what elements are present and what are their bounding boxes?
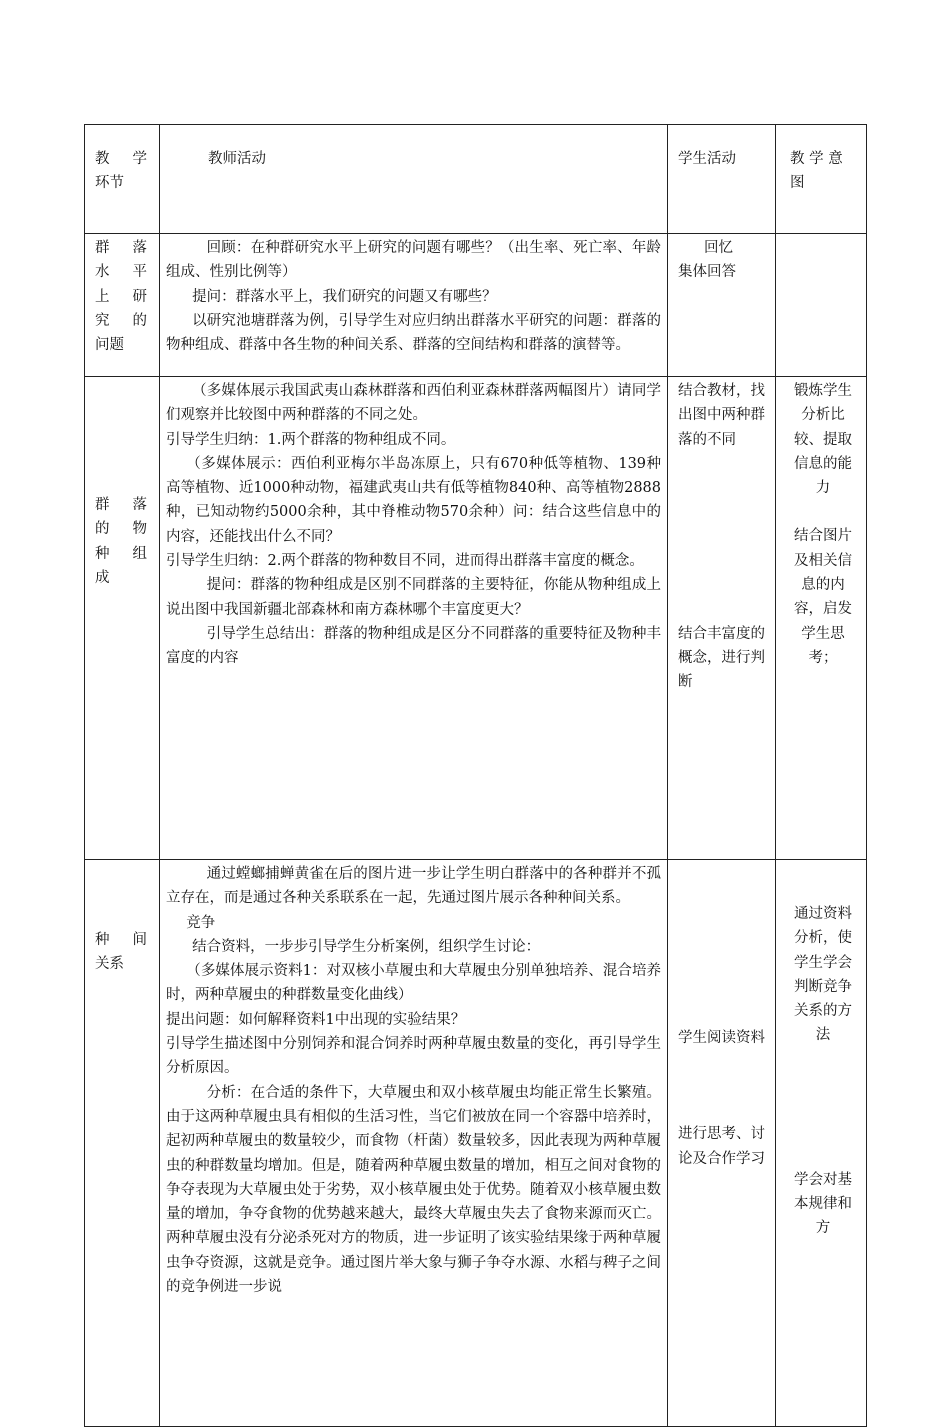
table-header-row [85, 125, 867, 234]
intent-cell [776, 234, 867, 377]
header-intent-line: 图 [790, 175, 805, 192]
header-teacher: 教师活动 [160, 125, 668, 234]
stage-line: 种 间 [95, 932, 147, 948]
paragraph: 引导学生归纳：1.两个群落的物种组成不同。 [166, 431, 456, 448]
header-stage-line: 环节 [95, 175, 124, 192]
intent-cell [776, 377, 867, 860]
intent-line: 通过资料分析，使学生学会判断竞争关系的方法 [794, 906, 852, 1044]
student-line: 回忆 [704, 240, 733, 256]
stage-line: 群 落 [95, 497, 147, 513]
paragraph: （多媒体展示：西伯利亚梅尔半岛冻原上，只有670种低等植物、139种高等植物、近1000种动物，福建武夷山共有低等植物840种、高等植物2888种，已知动物约5000余种，其中脊椎动物570余种）问：结合这些信息中的内容，还能找出什么不同？ [166, 455, 661, 545]
header-stage-line: 教 学 [95, 151, 147, 167]
document-page [84, 124, 866, 1427]
paragraph: 引导学生总结出：群落的物种组成是区分不同群落的重要特征及物种丰富度的内容 [166, 625, 661, 667]
paragraph: 竞争 [186, 914, 216, 931]
student-line: 进行思考、讨论及合作学习 [678, 1126, 765, 1167]
student-line: 集体回答 [678, 264, 736, 281]
header-stage [85, 125, 160, 234]
paragraph: 引导学生描述图中分别饲养和混合饲养时两种草履虫数量的变化，再引导学生分析原因。 [166, 1036, 661, 1077]
student-line: 结合丰富度的概念，进行判断 [678, 625, 765, 691]
paragraph: 通过螳螂捕蝉黄雀在后的图片进一步让学生明白群落中的各种群并不孤立存在，而是通过各种关系联系在一起，先通过图片展示各种种间关系。 [166, 866, 661, 907]
teacher-activity-cell [160, 377, 668, 860]
paragraph: 引导学生归纳：2.两个群落的物种数目不同，进而得出群落丰富度的概念。 [166, 553, 644, 570]
student-activity-cell [668, 377, 776, 860]
stage-line: 种 组 [95, 545, 147, 562]
student-line: 学生阅读资料 [678, 1030, 765, 1046]
paragraph: 提问：群落的物种组成是区别不同群落的主要特征，你能从物种组成上说出图中我国新疆北部森林和南方森林哪个丰富度更大？ [166, 577, 661, 618]
stage-line: 的 物 [95, 521, 147, 538]
student-activity-cell [668, 234, 776, 377]
paragraph: 提问：群落水平上，我们研究的问题又有哪些？ [192, 288, 497, 305]
paragraph: （多媒体展示资料1：对双核小草履虫和大草履虫分别单独培养、混合培养时，两种草履虫的种群数量变化曲线） [166, 963, 661, 1004]
paragraph: 以研究池塘群落为例，引导学生对应归纳出群落水平研究的问题：群落的物种组成、群落中各生物的种间关系、群落的空间结构和群落的演替等。 [166, 312, 661, 354]
student-line: 结合教材，找出图中两种群落的不同 [678, 383, 765, 448]
table-row [85, 234, 867, 377]
stage-line: 成 [95, 569, 110, 586]
paragraph: 回顾：在种群研究水平上研究的问题有哪些？（出生率、死亡率、年龄组成、性别比例等） [166, 240, 661, 281]
stage-cell [85, 860, 160, 1427]
paragraph: 结合资料，一步步引导学生分析案例，组织学生讨论： [192, 938, 541, 955]
lesson-plan-table [84, 124, 867, 1427]
paragraph: （多媒体展示我国武夷山森林群落和西伯利亚森林群落两幅图片）请同学们观察并比较图中两种群落的不同之处。 [166, 383, 661, 424]
intent-line: 学会对基本规律和方 [794, 1171, 852, 1237]
stage-line: 上 研 [95, 288, 147, 305]
paragraph: 分析：在合适的条件下，大草履虫和双小核草履虫均能正常生长繁殖。由于这两种草履虫具有相似的生活习性，当它们被放在同一个容器中培养时，起初两种草履虫的数量较少，而食物（杆菌）数量较多，因此表现为两种草履虫的种群数量均增加。但是，随着两种草履虫数量的增加，相互之间对食物的争夺表现为大草履虫处于劣势，双小核草履虫处于优势。随着双小核草履虫数量的增加，争夺食物的优势越来越大，最终大草履虫失去了食物来源而灭亡。两种草履虫没有分泌杀死对方的物质，进一步证明了该实验结果缘于两种草履虫争夺资源，这就是竞争。通过图片举大象与狮子争夺水源、水稻与稗子之间的竞争例进一步说 [166, 1084, 661, 1296]
stage-line: 群 落 [95, 240, 147, 256]
intent-line: 锻炼学生分析比较、提取信息的能力 [794, 383, 852, 497]
intent-line: 结合图片及相关信息的内容，启发学生思考； [794, 528, 852, 666]
stage-cell [85, 234, 160, 377]
teacher-activity-cell [160, 860, 668, 1427]
header-intent-line: 教 学 意 [790, 151, 843, 167]
stage-cell [85, 377, 160, 860]
table-row [85, 377, 867, 860]
header-intent [776, 125, 867, 234]
stage-line: 究 的 [95, 312, 147, 329]
paragraph: 提出问题：如何解释资料1中出现的实验结果？ [166, 1011, 466, 1028]
stage-line: 关系 [95, 956, 124, 973]
stage-line: 水 平 [95, 264, 147, 281]
teacher-activity-cell [160, 234, 668, 377]
table-row [85, 860, 867, 1427]
stage-line: 问题 [95, 337, 124, 354]
student-activity-cell [668, 860, 776, 1427]
header-student: 学生活动 [668, 125, 776, 234]
intent-cell [776, 860, 867, 1427]
